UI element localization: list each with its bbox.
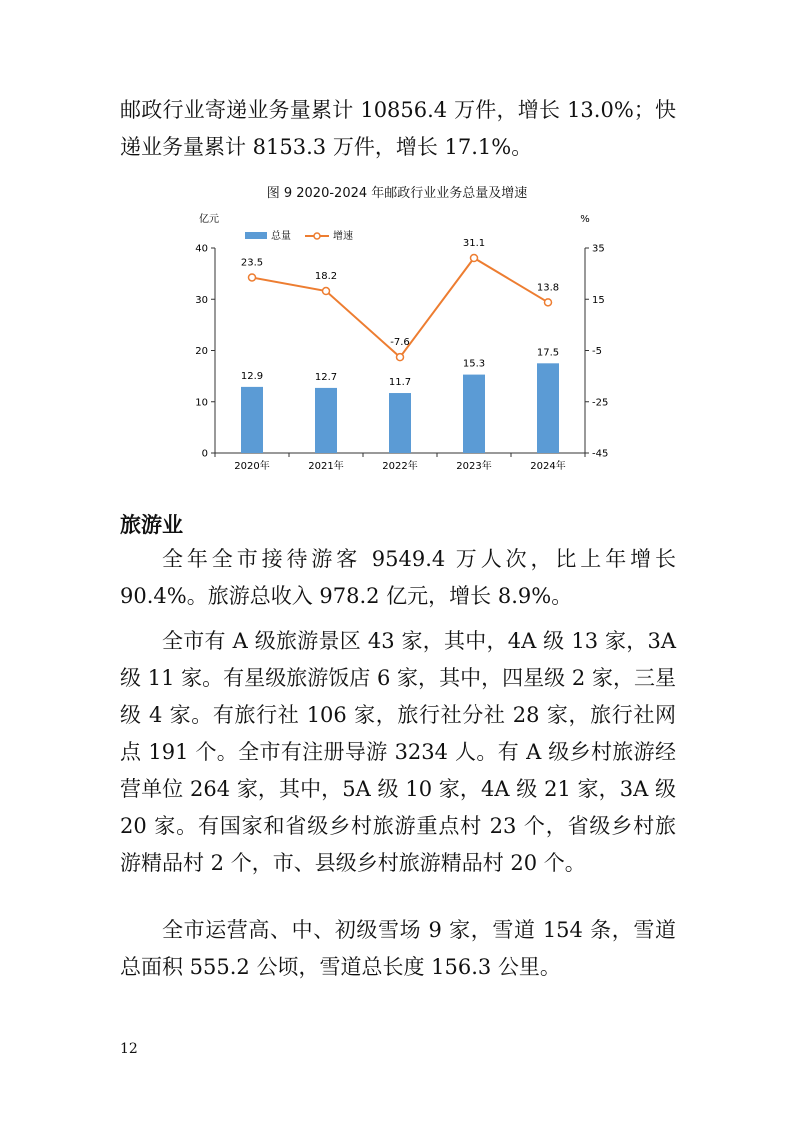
x-tick-label: 2023年 [456,461,492,472]
bar-total [315,388,337,453]
line-point [471,254,478,261]
y-left-tick-label: 20 [195,346,208,357]
line-point [323,288,330,295]
y-right-tick-label: 15 [592,294,605,306]
bar-data-label: 11.7 [388,377,412,389]
y-right-label: % [580,214,590,225]
paragraph-postal: 邮政行业寄递业务量累计 10856.4 万件，增长 13.0%；快递业务量累计 8153.3 万件，增长 17.1%。 [120,98,676,159]
x-tick-label: 2024年 [530,461,566,472]
postal-chart [190,208,610,480]
line-data-label: 13.8 [536,282,560,294]
legend-bar-swatch [245,232,267,239]
line-data-label: 23.5 [240,257,264,269]
line-data-label: -7.6 [390,337,410,349]
bar-total [537,363,559,453]
bar-total [463,375,485,453]
y-right-tick-label: -25 [592,397,609,409]
y-left-tick-label: 10 [195,397,208,409]
y-right-tick-label: 35 [592,243,605,255]
y-left-tick-label: 0 [201,448,208,460]
line-point [545,299,552,306]
chart-title: 图 9 2020-2024 年邮政行业业务总量及增速 [266,186,528,201]
bar-data-label: 15.3 [462,358,486,370]
legend-line-marker [314,233,320,239]
x-tick-label: 2020年 [234,461,270,472]
bar-total [241,387,263,453]
y-left-tick-label: 30 [195,294,208,306]
legend-line-label: 增速 [333,231,353,242]
y-right-tick-label: -5 [592,346,602,357]
page-number: 12 [120,1041,138,1057]
line-point [397,354,404,361]
line-point [249,274,256,281]
x-tick-label: 2022年 [382,461,418,472]
x-tick-label: 2021年 [308,461,344,472]
bar-total [389,393,411,453]
paragraph-tourism-facilities: 全市有 A 级旅游景区 43 家，其中，4A 级 13 家，3A 级 11 家。有星级旅游饭店 6 家，其中，四星级 2 家，三星级 4 家。有旅行社 106 家，旅行社分社 28 家，旅行社网点 191 个。全市有注册导游 3234 人。有 A 级乡村旅游经营单位 264 家，其中，5A 级 10 家，4A 级 21 家，3A 级 20 家。有国家和省级乡村旅游重点村 23 个，省级乡村旅游精品村 2 个，市、县级乡村旅游精品村 20 个。 [120,629,676,875]
y-right-tick-label: -45 [592,448,609,460]
legend-bar-label: 总量 [271,231,291,242]
paragraph-ski-resorts: 全市运营高、中、初级雪场 9 家，雪道 154 条，雪道总面积 555.2 公顷，雪道总长度 156.3 公里。 [120,918,676,979]
paragraph-tourism-visitors: 全年全市接待游客 9549.4 万人次，比上年增长 90.4%。旅游总收入 978.2 亿元，增长 8.9%。 [120,547,676,608]
y-left-tick-label: 40 [195,243,208,255]
line-data-label: 31.1 [462,237,486,249]
bar-data-label: 17.5 [536,347,560,359]
section-heading-tourism: 旅游业 [120,513,183,537]
bar-data-label: 12.9 [240,370,264,382]
y-left-label: 亿元 [199,214,219,225]
line-data-label: 18.2 [314,271,338,283]
bar-data-label: 12.7 [314,371,338,383]
